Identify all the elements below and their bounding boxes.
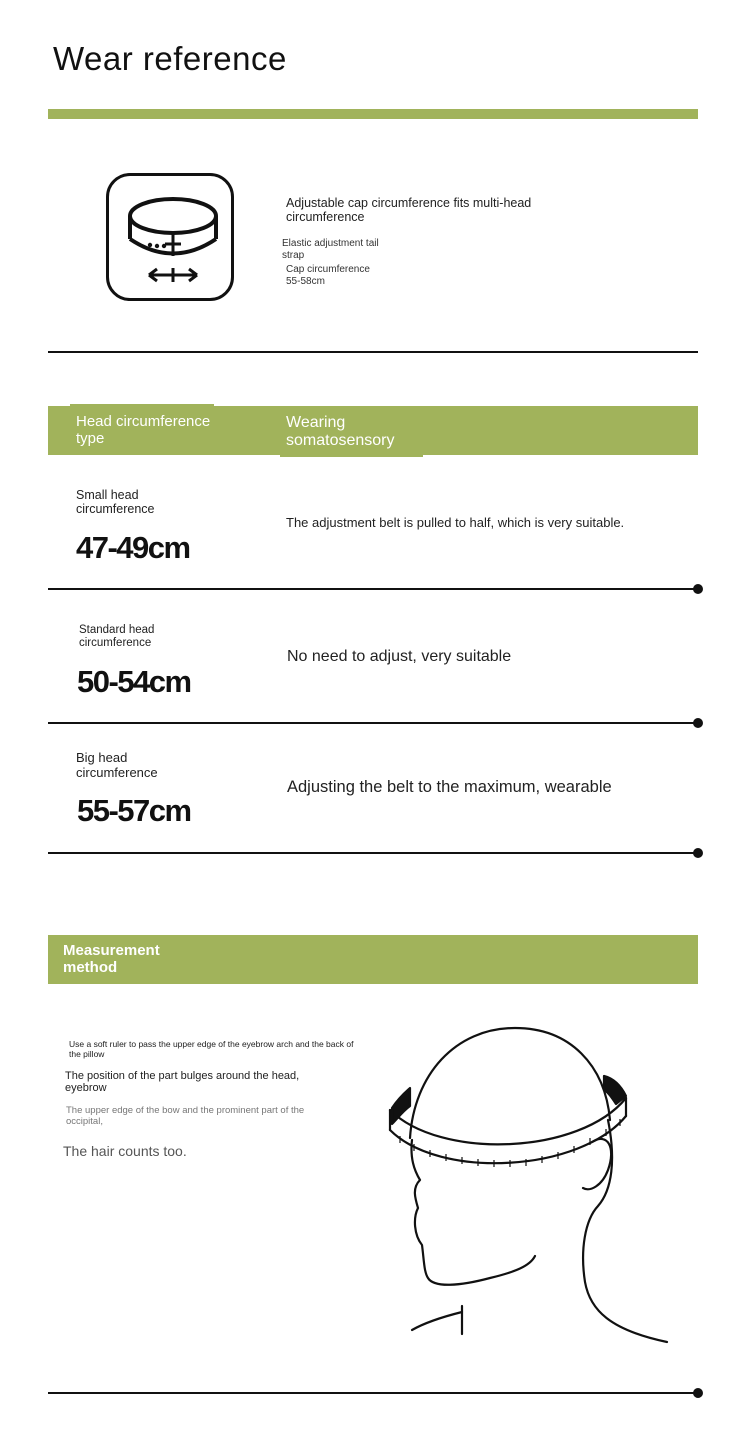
size-label-standard: Standard head circumference xyxy=(79,624,155,649)
column-head-type: Head circumference type xyxy=(76,413,211,447)
size-range-big: 55-57cm xyxy=(77,793,191,828)
header-tab-underline xyxy=(280,455,423,457)
size-desc-big: Adjusting the belt to the maximum, wearable xyxy=(287,778,612,796)
row-divider-dot xyxy=(693,584,703,594)
head-measuring-tape-illustration xyxy=(380,1020,680,1350)
column-head-feel: Wearing somatosensory xyxy=(286,414,395,449)
size-label-small: Small head circumference xyxy=(76,488,155,516)
measurement-title: Measurement method xyxy=(63,942,160,976)
adjustable-cap-icon xyxy=(106,173,234,301)
divider xyxy=(48,351,698,353)
bottom-divider-dot xyxy=(693,1388,703,1398)
circumference-label: Cap circumference xyxy=(286,264,370,275)
measurement-step-2: The position of the part bulges around the head, eyebrow xyxy=(65,1070,300,1094)
size-desc-small: The adjustment belt is pulled to half, which is very suitable. xyxy=(286,515,625,530)
size-label-big: Big head circumference xyxy=(76,750,158,780)
measurement-step-4: The hair counts too. xyxy=(63,1143,187,1159)
size-range-standard: 50-54cm xyxy=(77,664,191,699)
feature-circumference xyxy=(286,264,406,287)
measurement-step-1: Use a soft ruler to pass the upper edge of the eyebrow arch and the back of the pillow xyxy=(69,1039,354,1059)
row-divider xyxy=(48,588,696,590)
measurement-step-3: The upper edge of the bow and the prominent part of the occipital, xyxy=(66,1105,305,1127)
feature-strap: Elastic adjustment tail strap xyxy=(282,238,379,261)
circumference-value: 55-58cm xyxy=(286,275,325,287)
row-divider xyxy=(48,852,696,854)
size-range-small: 47-49cm xyxy=(76,530,190,565)
feature-headline: Adjustable cap circumference fits multi-head circumference xyxy=(286,196,532,224)
accent-bar xyxy=(48,109,698,119)
row-divider xyxy=(48,722,696,724)
row-divider-dot xyxy=(693,848,703,858)
row-divider-dot xyxy=(693,718,703,728)
page-title: Wear reference xyxy=(53,40,287,77)
bottom-divider xyxy=(48,1392,696,1394)
size-desc-standard: No need to adjust, very suitable xyxy=(287,648,512,665)
header-tab-mark xyxy=(70,404,214,408)
